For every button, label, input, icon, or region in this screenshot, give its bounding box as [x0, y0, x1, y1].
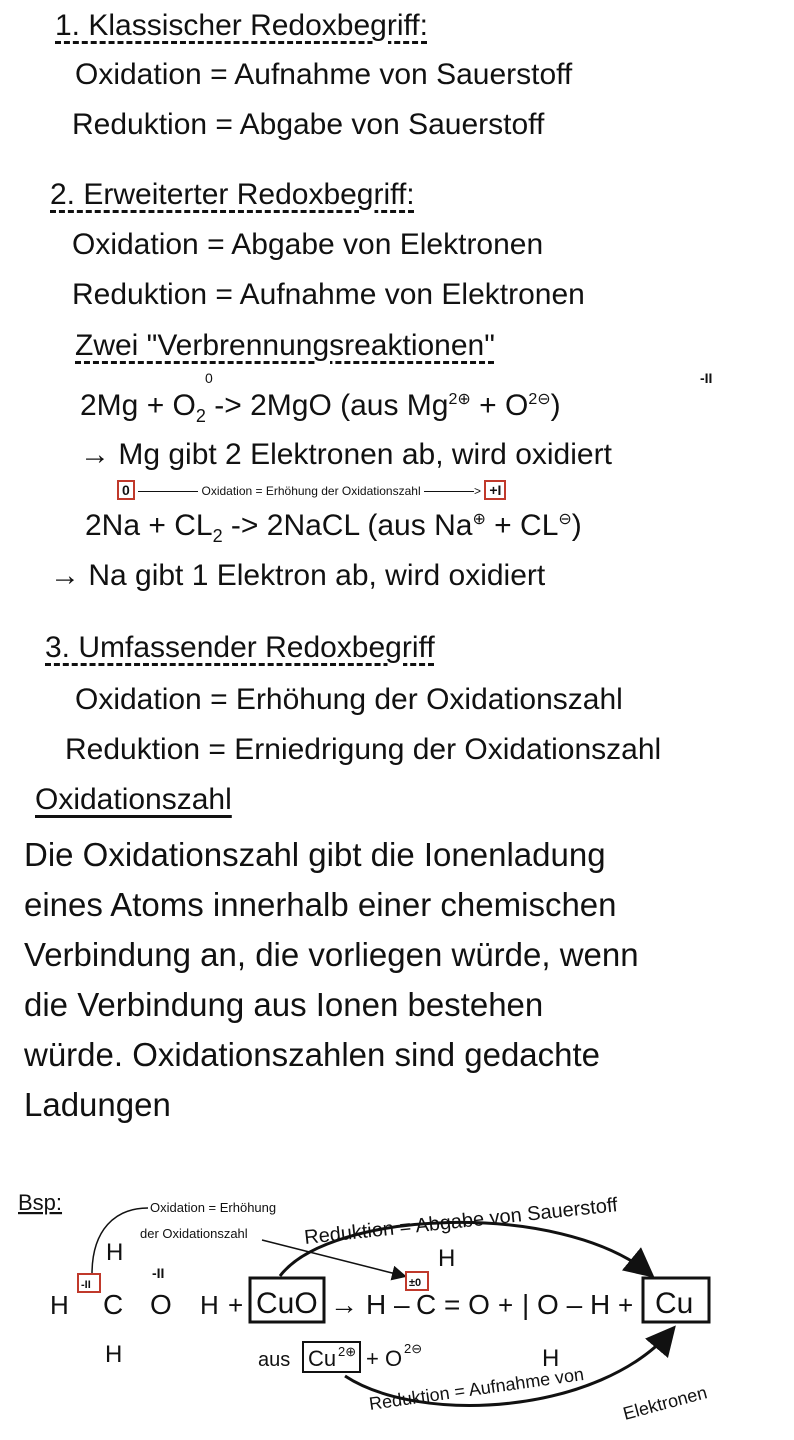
cu: Cu	[655, 1287, 694, 1320]
section2-subheading: Zwei "Verbrennungsreaktionen"	[75, 329, 495, 362]
methanol-o: O	[150, 1289, 172, 1320]
oxnum-box-0: 0	[117, 480, 135, 500]
section3-reduktion: Reduktion = Erniedrigung der Oxidationszahl	[65, 733, 662, 766]
plus-3: +	[618, 1290, 634, 1320]
eq1-rhs: -> 2MgO (aus Mg	[205, 389, 449, 422]
o-ion-charge: 2⊖	[404, 1341, 423, 1356]
eq1-o-oxnum: -II	[700, 370, 713, 386]
plus-1: +	[228, 1290, 244, 1320]
methanol-h-top: H	[106, 1239, 124, 1266]
definition-line: würde. Oxidationszahlen sind gedachte	[24, 1036, 601, 1073]
formaldehyde-h-top: H	[438, 1245, 456, 1272]
equation-na	[85, 508, 582, 544]
section2-reduktion: Reduktion = Aufnahme von Elektronen	[72, 278, 585, 311]
eq2-cl-sub: 2	[212, 526, 223, 546]
eq2-lhs: 2Na + CL	[85, 509, 213, 542]
eq2-plus: + CL	[485, 509, 559, 542]
definition-line: die Verbindung aus Ionen bestehen	[24, 986, 544, 1023]
cu-ion-charge: 2⊕	[338, 1344, 357, 1359]
eq2-close: )	[571, 509, 582, 542]
eq1-o-charge: 2⊖	[528, 391, 551, 408]
section2-note2: → Na gibt 1 Elektron ab, wird oxidiert	[50, 559, 546, 592]
definition-line: eines Atoms innerhalb einer chemischen	[24, 886, 617, 923]
section1-reduktion: Reduktion = Abgabe von Sauerstoff	[72, 108, 545, 141]
ox-note-line2: der Oxidationszahl	[140, 1226, 248, 1241]
eq1-plus: + O	[470, 389, 529, 422]
eq2-na-charge: ⊕	[472, 511, 486, 528]
oxidationszahl-heading: Oxidationszahl	[35, 783, 232, 816]
reduction-bottom-label1: Reduktion = Aufnahme von	[367, 1364, 586, 1414]
formaldehyde-h: H –	[366, 1289, 410, 1320]
annotation-text: Oxidation = Erhöhung der Oxidationszahl	[201, 484, 421, 498]
methanol-h-right: H	[200, 1290, 219, 1320]
reaction-arrow: →	[330, 1289, 358, 1320]
oxnum-box-plus1: +I	[484, 480, 506, 500]
section2-oxidation: Oxidation = Abgabe von Elektronen	[72, 228, 544, 261]
oxnum-after: ±0	[409, 1277, 422, 1289]
eq2-rhs: -> 2NaCL (aus Na	[222, 509, 473, 542]
eq1-o2-sub: 2	[195, 406, 206, 426]
section2-note1: → Mg gibt 2 Elektronen ab, wird oxidiert	[80, 438, 612, 471]
water: | O – H	[522, 1289, 611, 1320]
ox-note-line1: Oxidation = Erhöhung	[150, 1200, 277, 1215]
eq1-o2-oxnum: 0	[205, 370, 213, 386]
section1-heading: 1. Klassischer Redoxbegriff:	[55, 9, 428, 42]
definition-line: Ladungen	[24, 1086, 171, 1123]
oxnum-before: -II	[81, 1279, 91, 1291]
methanol-h-bottom: H	[105, 1341, 123, 1368]
eq1-mg-charge: 2⊕	[448, 391, 471, 408]
water-h: H	[542, 1345, 560, 1372]
methanol-h-left: H	[50, 1290, 69, 1320]
definition-line: Verbindung an, die vorliegen würde, wenn	[24, 936, 639, 973]
reduction-bottom-label2: Elektronen	[620, 1382, 710, 1424]
annotation-row: 0 Oxidation = Erhöhung der Oxidationszahl > +I	[117, 480, 506, 501]
formaldehyde-co: C = O	[416, 1289, 490, 1320]
cuo: CuO	[256, 1287, 318, 1320]
cu-ion: Cu	[308, 1346, 337, 1371]
eq1-close: )	[550, 389, 561, 422]
o-ion: + O	[366, 1346, 403, 1371]
reduction-top-label: Reduktion = Abgabe von Sauerstoff	[303, 1194, 619, 1249]
section3-heading: 3. Umfassender Redoxbegriff	[45, 631, 435, 664]
section3-oxidation: Oxidation = Erhöhung der Oxidationszahl	[75, 683, 623, 716]
example-diagram	[0, 1180, 794, 1440]
section2-heading: 2. Erweiterter Redoxbegriff:	[50, 178, 415, 211]
o-oxnum: -II	[152, 1265, 165, 1281]
eq2-cl-charge: ⊖	[558, 511, 572, 528]
eq1-lhs: 2Mg + O	[80, 389, 196, 422]
plus-2: +	[498, 1290, 514, 1320]
equation-mg	[80, 388, 561, 424]
aus-label: aus	[258, 1349, 291, 1371]
methanol-c: C	[103, 1289, 124, 1320]
section1-oxidation: Oxidation = Aufnahme von Sauerstoff	[75, 58, 573, 91]
example-label: Bsp:	[18, 1190, 63, 1215]
definition-line: Die Oxidationszahl gibt die Ionenladung	[24, 836, 606, 873]
